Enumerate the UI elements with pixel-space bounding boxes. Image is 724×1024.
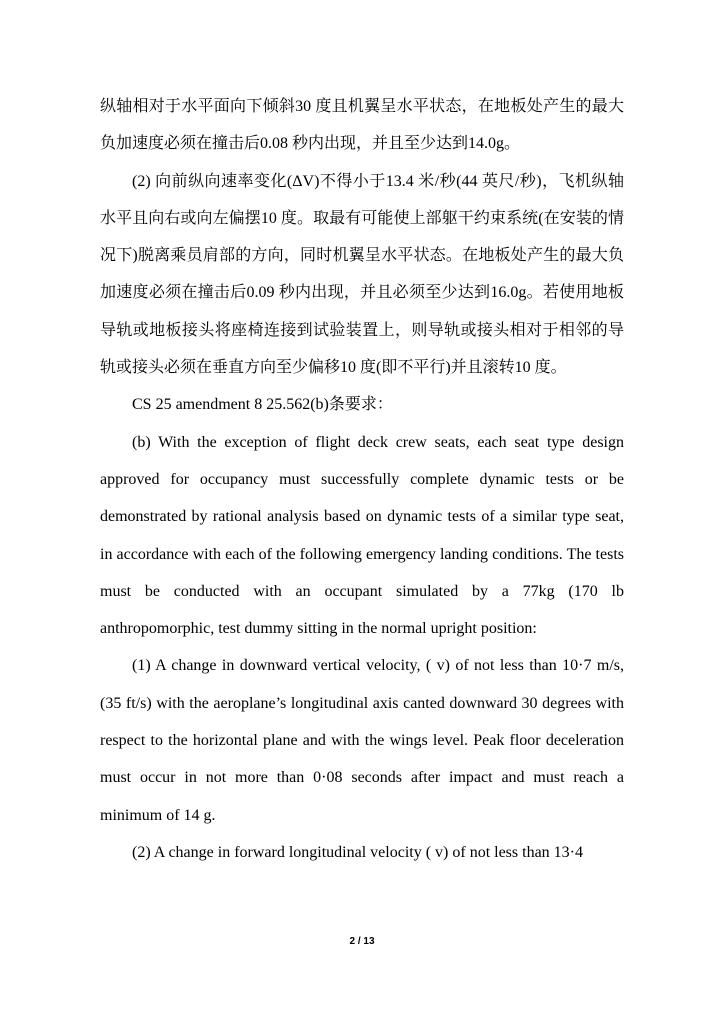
- paragraph-item-1-en: (1) A change in downward vertical velocity, ( v) of not less than 10·7 m/s, (35 ft/s) with the aeroplane’s longitudinal axis canted downward 30 degrees with respect to the horizontal plane and with the wings level. Peak floor deceleration must occur in not more than 0·08 seconds after impact and must reach a minimum of 14 g.: [100, 657, 624, 824]
- paragraph-item-b-en: (b) With the exception of flight deck crew seats, each seat type design approved for occupancy must successfully complete dynamic tests or be demonstrated by rational analysis based on dynamic tests of a similar type seat, in accordance with each of the following emergency landing conditions. The tests must be conducted with an occupant simulated by a 77kg (170 lb anthropomorphic, test dummy sitting in the normal upright position:: [100, 433, 624, 638]
- paragraph-item-2-en: (2) A change in forward longitudinal velocity ( v) of not less than 13·4: [132, 843, 584, 861]
- paragraph-continued-1: 纵轴相对于水平面向下倾斜30 度且机翼呈水平状态，在地板处产生的最大负加速度必须在撞击后0.08 秒内出现，并且至少达到14.0g。: [100, 98, 624, 153]
- paragraph-item-2-cn: (2) 向前纵向速率变化(ΔV)不得小于13.4 米/秒(44 英尺/秒)，飞机纵轴水平且向右或向左偏摆10 度。取最有可能使上部躯干约束系统(在安装的情况下)脱离乘员肩部的方向，同时机翼呈水平状态。在地板处产生的最大负加速度必须在撞击后0.09 秒内出现，并且必须至少达到16.0g。若使用地板导轨或地板接头将座椅连接到试验装置上，则导轨或接头相对于相邻的导轨或接头必须在垂直方向至少偏移10 度(即不平行)并且滚转10 度。: [100, 172, 624, 377]
- page-number: 2 / 13: [349, 936, 375, 947]
- page-body: [100, 88, 624, 871]
- paragraph-cs25-reference: CS 25 amendment 8 25.562(b)条要求：: [132, 396, 393, 414]
